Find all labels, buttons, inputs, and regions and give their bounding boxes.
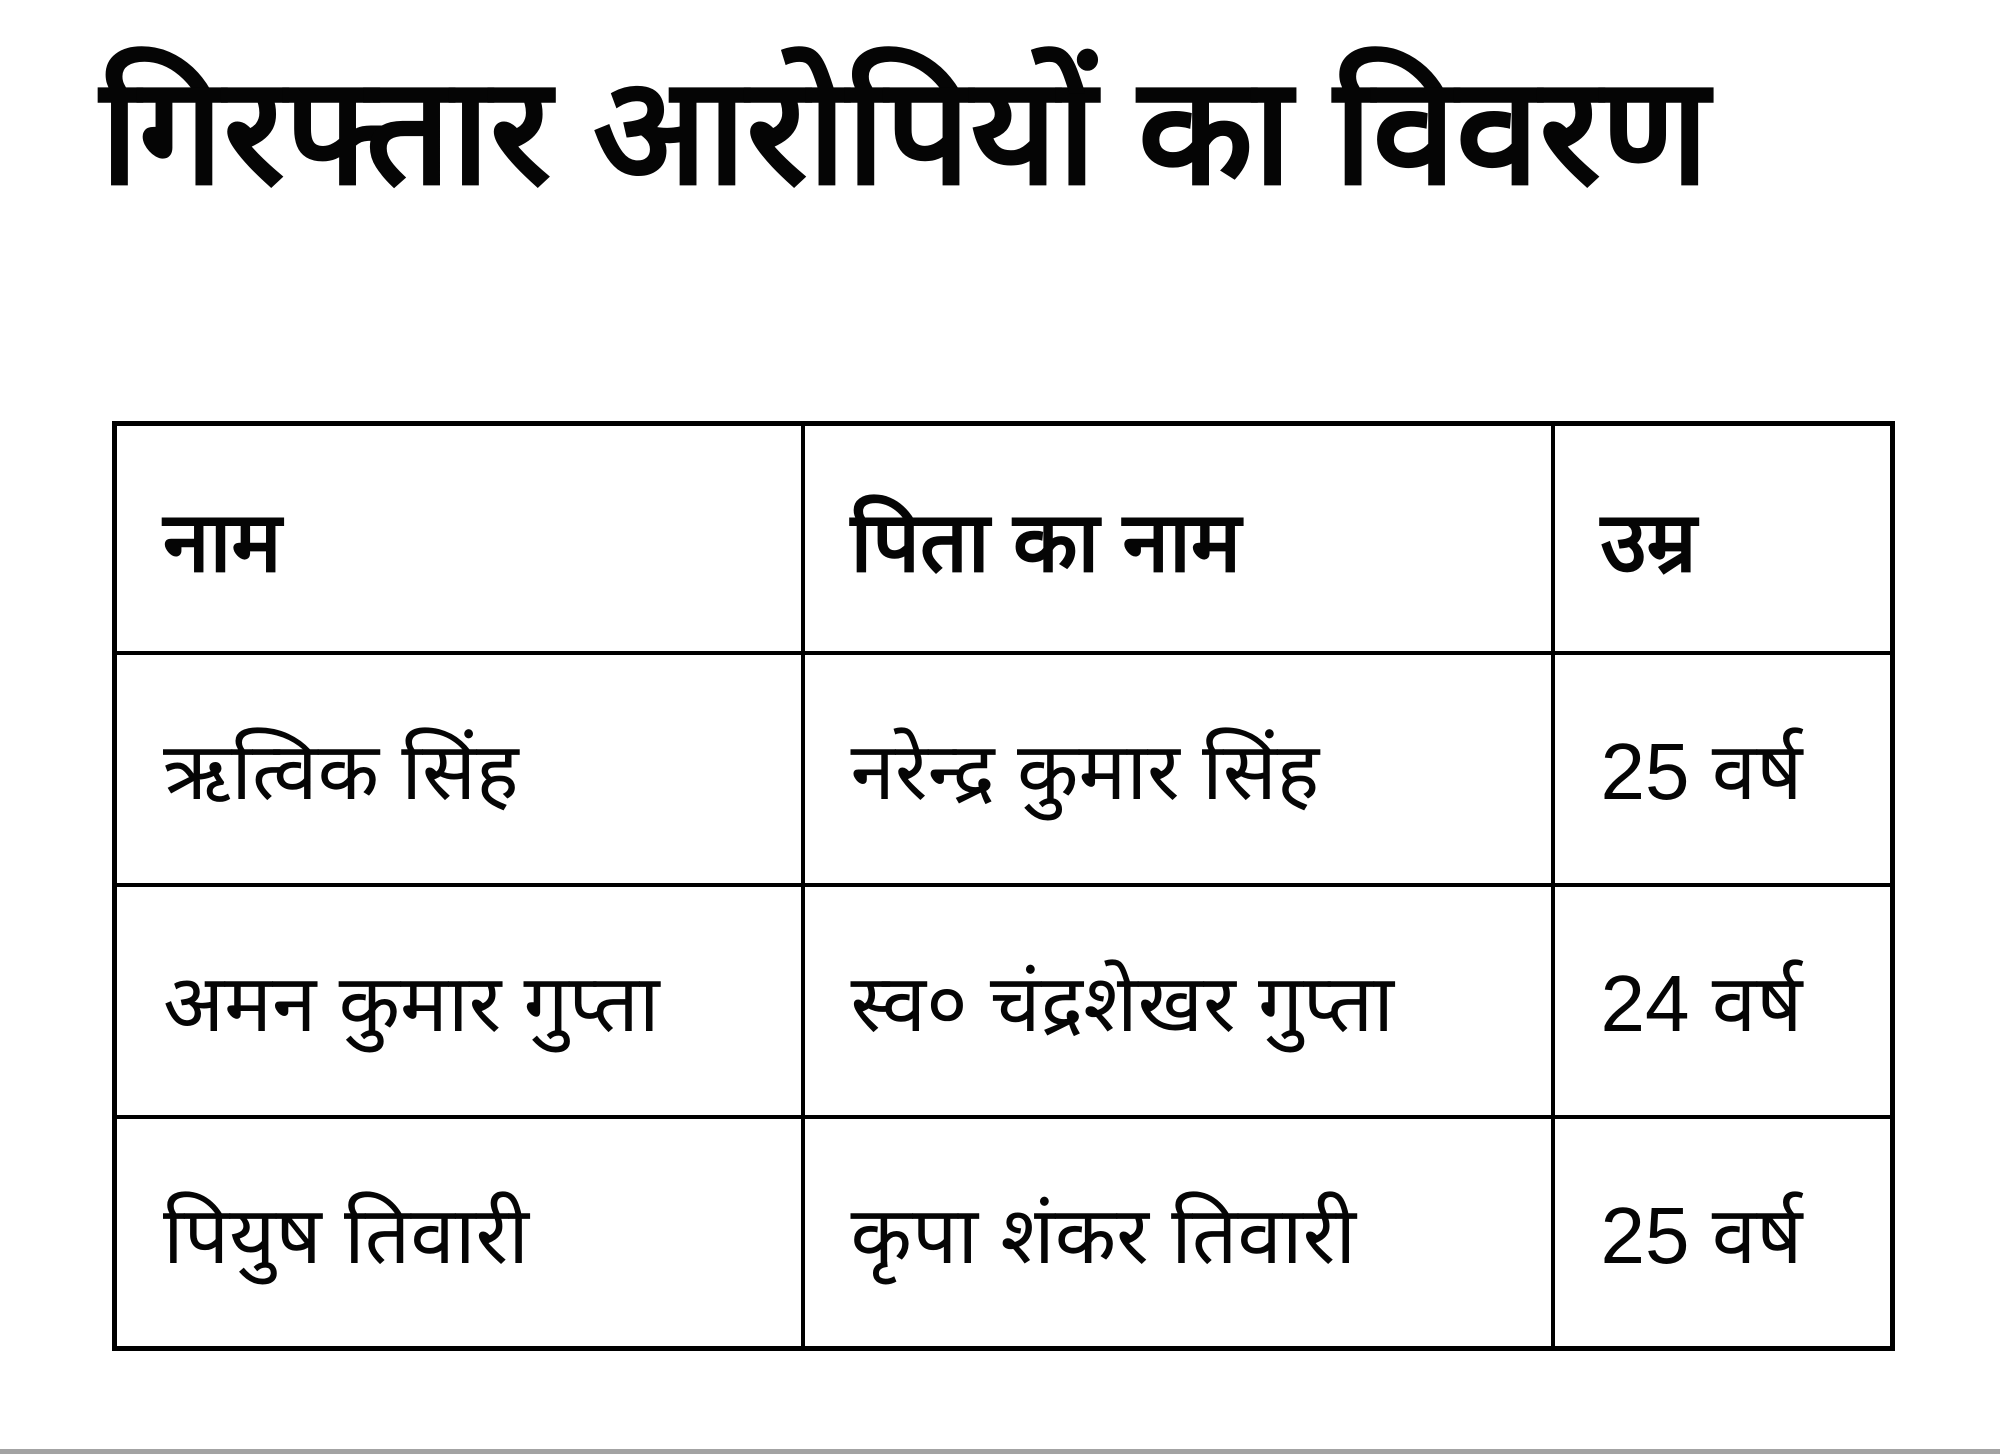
table-row bbox=[115, 885, 1893, 1117]
header-cell-name: नाम bbox=[115, 424, 803, 653]
cell-accused-name: अमन कुमार गुप्ता bbox=[115, 885, 803, 1117]
cell-age: 25 वर्ष bbox=[1553, 1117, 1893, 1349]
cell-father-name: नरेन्द्र कुमार सिंह bbox=[803, 653, 1553, 885]
cell-father-name: कृपा शंकर तिवारी bbox=[803, 1117, 1553, 1349]
table-row bbox=[115, 1117, 1893, 1349]
cell-age: 24 वर्ष bbox=[1553, 885, 1893, 1117]
cell-accused-name: पियुष तिवारी bbox=[115, 1117, 803, 1349]
cell-age: 25 वर्ष bbox=[1553, 653, 1893, 885]
bottom-divider bbox=[0, 1449, 2000, 1454]
header-cell-age: उम्र bbox=[1553, 424, 1893, 653]
table-row bbox=[115, 653, 1893, 885]
cell-father-name: स्व० चंद्रशेखर गुप्ता bbox=[803, 885, 1553, 1117]
arrested-accused-table bbox=[112, 421, 1895, 1351]
header-cell-father-name: पिता का नाम bbox=[803, 424, 1553, 653]
cell-accused-name: ऋत्विक सिंह bbox=[115, 653, 803, 885]
table-header-row bbox=[115, 424, 1893, 653]
page-title: गिरफ्तार आरोपियों का विवरण bbox=[100, 47, 1710, 215]
